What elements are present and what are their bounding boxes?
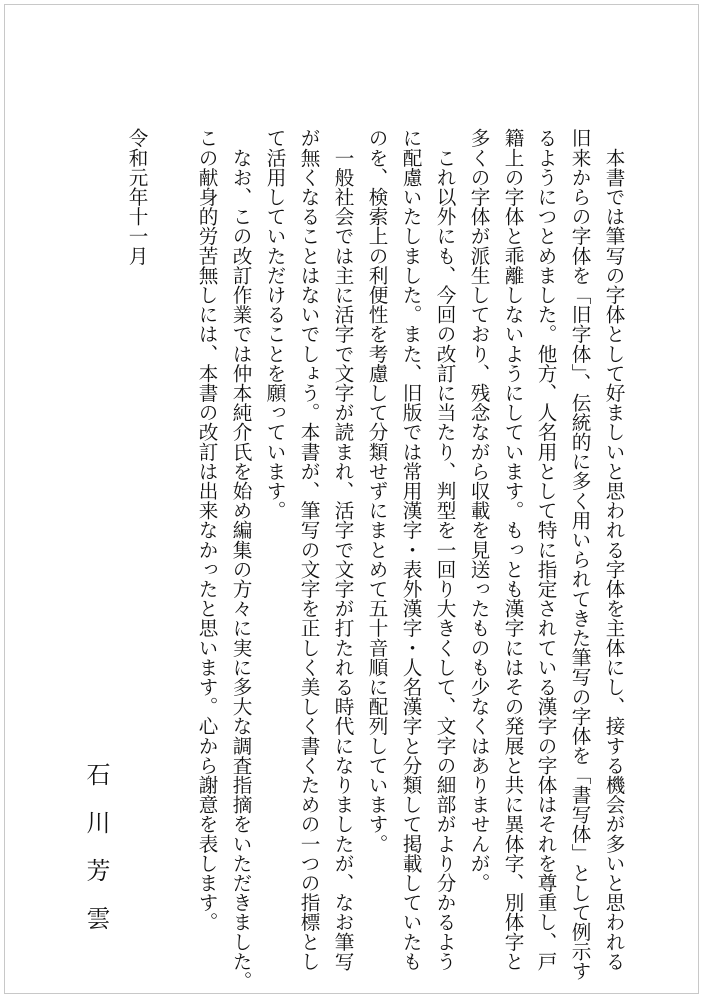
preface-line-2: 旧来からの字体を「旧字体」、伝統的に多く用いられてきた筆写の字体を「書写体」として例示す: [568, 128, 591, 981]
preface-line-9: 一般社会では主に活字で文字が読まれ、活字で文字が打たれる時代になりましたが、なお筆写: [331, 128, 354, 971]
preface-line-1: 本書では筆写の字体として好ましいと思われる字体を主体にし、接する機会が多いと思われる: [602, 128, 625, 971]
preface-line-6: これ以外にも、今回の改訂に当たり、判型を一回り大きくして、文字の細部がより分かるよう: [433, 128, 456, 971]
preface-date: 令和元年十一月: [125, 128, 148, 266]
preface-line-5: 多くの字体が派生しており、残念ながら収載を見送ったものも少なくはありませんが。: [467, 128, 490, 893]
preface-line-7: に配慮いたしました。また、旧版では常用漢字・表外漢字・人名漢字と分類して掲載していたも: [399, 128, 422, 971]
preface-line-3: るようにつとめました。他方、人名用として特に指定されている漢字の字体はそれを尊重し、戸: [534, 128, 557, 971]
preface-line-4: 籍上の字体と乖離しないようにしています。もっとも漢字にはその発展と共に異体字、別体字と: [501, 128, 524, 971]
preface-line-10: が無くなることはないでしょう。本書が、筆写の文字を正しく美しく書くための一つの指標とし: [297, 128, 320, 971]
preface-line-13: この献身的労苦無しには、本書の改訂は出来なかったと思います。心から謝意を表します。: [195, 128, 218, 932]
author-signature: 石川芳雲: [82, 762, 110, 954]
preface-line-11: て活用していただけることを願っています。: [263, 128, 286, 520]
preface-line-8: のを、検索上の利便性を考慮して分類せずにまとめて五十音順に配列しています。: [365, 128, 388, 854]
preface-line-12: なお、この改訂作業では仲本純介氏を始め編集の方々に実に多大な調査指摘をいただきました。: [229, 128, 252, 991]
